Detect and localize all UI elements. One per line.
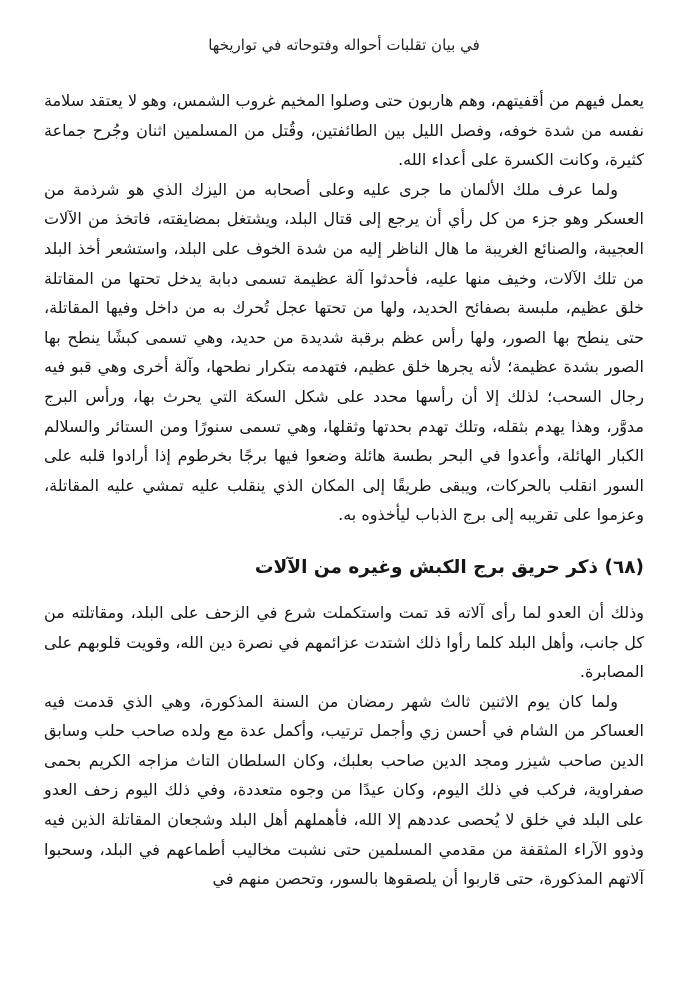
paragraph-2: ولما عرف ملك الألمان ما جرى عليه وعلى أصحابه من اليزك الذي هو شرذمة من العسكر وهو جزء من كل رأي أن يرجع إلى قتال البلد، ويشتغل بمضايقته، فاتخذ من الآلات العجيبة، والصنائع الغريبة ما هال الناظر إليه من شدة الخوف على البلد، واستشعر أخذ البلد من تلك الآلات، وخيف منها عليه، فأحدثوا آلة عظيمة تسمى دبابة يدخل تحتها من المقاتلة خلق عظيم، ملبسة بصفائح الحديد، ولها من تحتها عجل تُحرك به من داخل وفيها المقاتلة، حتى ينطح بها الصور، ولها رأس عظم برقبة شديدة من حديد، وهي تسمى كبشًا ينطح بها الصور بشدة عظيمة؛ لأنه يجرها خلق عظيم، فتهدمه بتكرار نطحها، وآلة أخرى وهي قبو فيه رجال السحب؛ لذلك إلا أن رأسها محدد على شكل السكة التي يحرث بها، ورأس البرج مدوَّر، وهذا يهدم بثقله، وتلك تهدم بحدتها وثقلها، وهي تسمى سنورًا ومن الستائر والسلالم الكبار الهائلة، وأعدوا في البحر بطسة هائلة وضعوا فيها برجًا بخرطوم إذا أرادوا قلبه على السور انقلب بالحركات، ويبقى طريقًا إلى المكان الذي ينقلب عليه تمشي عليه المقاتلة، وعزموا على تقريبه إلى برج الذباب ليأخذوه به. — [44, 179, 644, 525]
paragraph-1: يعمل فيهم من أقفيتهم، وهم هاربون حتى وصلوا المخيم غروب الشمس، وهو لا يعتقد سلامة نفسه من شدة خوفه، وفصل الليل بين الطائفتين، وقُتل من المسلمين اثنان وجُرح جماعة كثيرة، وكانت الكسرة على أعداء الله. — [44, 91, 644, 170]
body-text — [44, 86, 644, 894]
paragraph-4: ولما كان يوم الاثنين ثالث شهر رمضان من السنة المذكورة، وهي الذي قدمت فيه العساكر من الشام في أحسن زي وأجمل ترتيب، وأكمل عدة مع ولده صاحب حلب وسابق الدين صاحب شيزر ومجد الدين صاحب بعلبك، وكان السلطان التاث مزاجه الكريم بحمى صفراوية، فركب في ذلك اليوم، وكان عيدًا من وجوه متعددة، وفي ذلك اليوم زحف العدو على البلد في خلق لا يُحصى عددهم إلا الله، فأهملهم أهل البلد وشجعان المقاتلة الذين فيه وذوو الآراء المثقفة من مقدمي المسلمين حتى نشبت مخاليب أطماعهم في البلد، وسحبوا آلاتهم المذكورة، حتى قاربوا أن يلصقوها بالسور، وتحصن منهم في — [44, 691, 644, 889]
paragraph-3: وذلك أن العدو لما رأى آلاته قد تمت واستكملت شرع في الزحف على البلد، ومقاتلته من كل جانب، وأهل البلد كلما رأوا ذلك اشتدت عزائمهم في نصرة دين الله، وقويت قلوبهم على المصابرة. — [44, 602, 644, 682]
book-page — [44, 0, 644, 1000]
section-heading: (٦٨) ذكر حريق برج الكبش وغيره من الآلات — [254, 556, 644, 578]
running-head: في بيان تقلبات أحواله وفتوحاته في تواريخها — [208, 36, 480, 54]
